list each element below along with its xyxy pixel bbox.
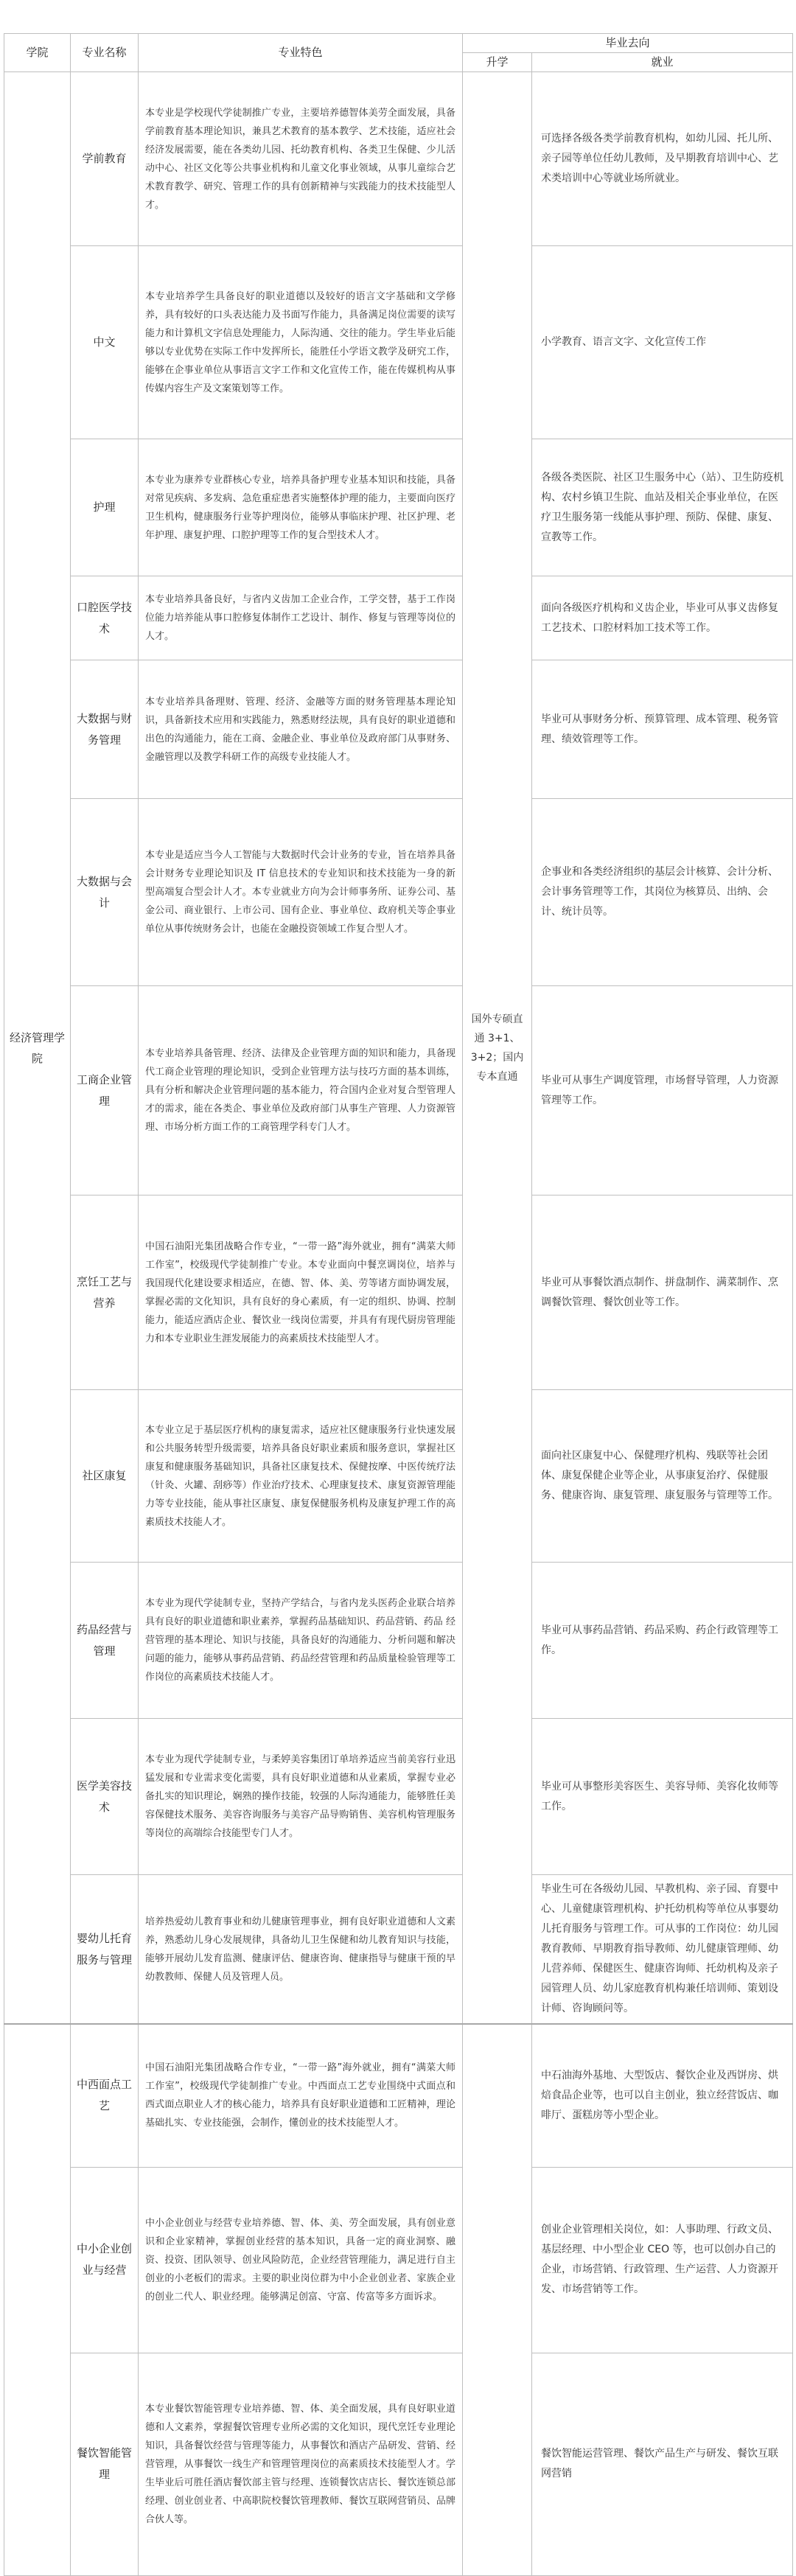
feature-cell: 本专业培养具备管理、经济、法律及企业管理方面的知识和能力，具备现代工商企业管理的理论知识，受到企业管理方法与技巧方面的基本训练，具有分析和解决企业管理问题的基本能力，符合国内企业对复合型管理人才的需求，能在各类企、事业单位及政府部门从事生产管理、人力资源管理、市场分析方面工作的工商管理学科专门人才。 (139, 986, 463, 1195)
table-row (4, 72, 793, 246)
major-cell: 大数据与财务管理 (71, 660, 139, 799)
major-cell: 中文 (71, 246, 139, 439)
major-cell: 学前教育 (71, 72, 139, 246)
table-row (4, 1563, 793, 1719)
employment-cell: 餐饮智能运营管理、餐饮产品生产与研发、餐饮互联网营销 (532, 2353, 793, 2575)
employment-cell: 中石油海外基地、大型饭店、餐饮企业及西饼房、烘焙食品企业等，也可以自主创业，独立经营饭店、咖啡厅、蛋糕房等小型企业。 (532, 2024, 793, 2167)
further-study-cell-blank (463, 2024, 532, 2575)
employment-cell: 创业企业管理相关岗位，如：人事助理、行政文员、基层经理、中小型企业 CEO 等，也可以创办自己的企业，市场营销、行政管理、生产运营、人力资源开发、市场营销等工作。 (532, 2167, 793, 2353)
employment-cell: 企事业和各类经济组织的基层会计核算、会计分析、会计事务管理等工作，其岗位为核算员、出纳、会计、统计员等。 (532, 799, 793, 986)
employment-cell: 可选择各级各类学前教育机构，如幼儿园、托儿所、亲子园等单位任幼儿教师，及早期教育培训中心、艺术类培训中心等就业场所就业。 (532, 72, 793, 246)
feature-cell: 本专业餐饮智能管理专业培养德、智、体、美全面发展，具有良好职业道德和人文素养，掌握餐饮管理专业所必需的文化知识，现代烹饪专业理论知识，具备餐饮经营与管理等能力，从事餐饮和酒店产品研发、营销、经营管理，从事餐饮一线生产和管理管理岗位的高素质技术技能型人才。学生毕业后可胜任酒店餐饮部主管与经理、连锁餐饮店店长、餐饮连锁总部经理、创业创业者、中高职院校餐饮管理教师、餐饮互联网营销员、品牌合伙人等。 (139, 2353, 463, 2575)
feature-cell: 本专业为现代学徒制专业，坚持产学结合，与省内龙头医药企业联合培养具有良好的职业道德和职业素养，掌握药品基础知识、药品营销、药品 经营管理的基本理论、知识与技能，具备良好的沟通能力、分析问题和解决问题的能力，能够从事药品营销、药品经营管理和药品质量检验管理等工作岗位的高素质技术技能人才。 (139, 1563, 463, 1719)
feature-cell: 中小企业创业与经营专业培养德、智、体、美、劳全面发展，具有创业意识和企业家精神，掌握创业经营的基本知识，具备一定的商业洞察、融资、投资、团队领导、创业风险防范，企业经营管理能力，满足进行自主创业的小老板们的需求。主要的职业岗位群为中小企业创业者、家族企业的创业二代人、职业经理。能够满足创富、守富、传富等多方面诉求。 (139, 2167, 463, 2353)
college-cell: 经济管理学院 (4, 72, 71, 2025)
employment-cell: 面向各级医疗机构和义齿企业，毕业可从事义齿修复工艺技术、口腔材料加工技术等工作。 (532, 576, 793, 660)
major-cell: 餐饮智能管理 (71, 2353, 139, 2575)
major-cell: 工商企业管理 (71, 986, 139, 1195)
header-further-study: 升学 (463, 53, 532, 72)
employment-cell: 毕业生可在各级幼儿园、早教机构、亲子园、育婴中心、儿童健康管理机构、护托幼机构等单位从事婴幼儿托育服务与管理工作。可从事的工作岗位：幼儿园教育教师、早期教育指导教师、幼儿健康管理师、幼儿营养师、保健医生、健康咨询师、托幼机构及亲子园管理人员、幼儿家庭教育机构兼任培训师、策划设计师、咨询顾问等。 (532, 1875, 793, 2025)
feature-cell: 中国石油阳光集团战略合作专业，“一带一路”海外就业，拥有“满菜大师工作室”，校级现代学徒制推广专业。本专业面向中餐烹调岗位，培养与我国现代化建设要求相适应，在德、智、体、美、劳等诸方面协调发展，掌握必需的文化知识，具有良好的身心素质，有一定的组织、协调、控制能力，能适应酒店企业、餐饮业一线岗位需要，并具有有现代厨房管理能力和本专业职业生涯发展能力的高素质技术技能型人才。 (139, 1195, 463, 1390)
table-row (4, 2353, 793, 2575)
major-cell: 烹饪工艺与营养 (71, 1195, 139, 1390)
table-row (4, 986, 793, 1195)
header-college: 学院 (4, 34, 71, 72)
feature-cell: 本专业立足于基层医疗机构的康复需求，适应社区健康服务行业快速发展和公共服务转型升级需要，培养具备良好职业素质和服务意识，掌握社区康复和健康服务基础知识，具备社区康复技术、保健按摩、中医传统疗法（针灸、火罐、刮痧等）作业治疗技术、心理康复技术、康复资源管理能力等专业技能，能从事社区康复、康复保健服务机构及康复护理工作的高素质技术技能人才。 (139, 1390, 463, 1563)
table-row (4, 1195, 793, 1390)
employment-cell: 毕业可从事整形美容医生、美容导师、美容化妆师等工作。 (532, 1719, 793, 1875)
feature-cell: 本专业培养具备理财、管理、经济、金融等方面的财务管理基本理论知识，具备新技术应用和实践能力，熟悉财经法规，具有良好的职业道德和出色的沟通能力，能在工商、金融企业、事业单位及政府部门从事财务、金融管理以及教学科研工作的高级专业技能人才。 (139, 660, 463, 799)
employment-cell: 面向社区康复中心、保健理疗机构、残联等社会团体、康复保健企业等企业，从事康复治疗、保健服务、健康咨询、康复管理、康复服务与管理等工作。 (532, 1390, 793, 1563)
feature-cell: 本专业是学校现代学徒制推广专业，主要培养德智体美劳全面发展，具备学前教育基本理论知识，兼具艺术教育的基本教学、艺术技能，适应社会经济发展需要，能在各类幼儿园、托幼教育机构、各类卫生保健、少儿活动中心、社区文化等公共事业机构和儿童文化事业领域，从事儿童综合艺术教育教学、研究、管理工作的具有创新精神与实践能力的技术技能型人才。 (139, 72, 463, 246)
major-cell: 中西面点工艺 (71, 2024, 139, 2167)
table-row (4, 439, 793, 576)
table-row (4, 1875, 793, 2025)
table-row (4, 246, 793, 439)
feature-cell: 本专业为现代学徒制专业，与柔婷美容集团订单培养适应当前美容行业迅猛发展和专业需求变化需要，具有良好职业道德和从业素质，掌握专业必备扎实的知识理论，娴熟的操作技能，较强的人际沟通能力，能够胜任美容保健技术服务、美容咨询服务与美容产品导购销售、美容机构管理服务等岗位的高端综合技能型专门人才。 (139, 1719, 463, 1875)
table-row (4, 1719, 793, 1875)
feature-cell: 本专业培养学生具备良好的职业道德以及较好的语言文字基础和文学修养，具有较好的口头表达能力及书面写作能力，具备满足岗位需要的读写能力和计算机文字信息处理能力，人际沟通、交往的能力。学生毕业后能够以专业优势在实际工作中发挥所长，能胜任小学语文教学及研究工作，能够在企事业单位从事语言文字工作和文化宣传工作，能在传媒机构从事传媒内容生产及文案策划等工作。 (139, 246, 463, 439)
major-cell: 医学美容技术 (71, 1719, 139, 1875)
header-row-1 (4, 34, 793, 53)
header-destination: 毕业去向 (463, 34, 793, 53)
table-row (4, 576, 793, 660)
table-row (4, 1390, 793, 1563)
major-cell: 婴幼儿托育服务与管理 (71, 1875, 139, 2025)
employment-cell: 小学教育、语言文字、文化宣传工作 (532, 246, 793, 439)
feature-cell: 本专业培养具备良好，与省内义齿加工企业合作，工学交替，基于工作岗位能力培养能从事口腔修复体制作工艺设计、制作、修复与管理等岗位的人才。 (139, 576, 463, 660)
table-row (4, 660, 793, 799)
feature-cell: 本专业为康养专业群核心专业，培养具备护理专业基本知识和技能，具备对常见疾病、多发病、急危重症患者实施整体护理的能力，主要面向医疗卫生机构，健康服务行业等护理岗位，能够从事临床护理、社区护理、老年护理、康复护理、口腔护理等工作的复合型技术人才。 (139, 439, 463, 576)
table-row (4, 2167, 793, 2353)
employment-cell: 毕业可从事餐饮酒点制作、拼盘制作、满菜制作、烹调餐饮管理、餐饮创业等工作。 (532, 1195, 793, 1390)
header-employment: 就业 (532, 53, 793, 72)
college-cell-blank (4, 2024, 71, 2575)
employment-cell: 毕业可从事财务分析、预算管理、成本管理、税务管理、绩效管理等工作。 (532, 660, 793, 799)
major-cell: 中小企业创业与经营 (71, 2167, 139, 2353)
feature-cell: 本专业是适应当今人工智能与大数据时代会计业务的专业，旨在培养具备会计财务专业理论知识及 IT 信息技术的专业知识和技术技能为一身的新型高端复合型会计人才。本专业就业方向为会计师事务所、证券公司、基金公司、商业银行、上市公司、国有企业、事业单位、政府机关等企事业单位从事传统财务会计，也能在金融投资领域工作复合型人才。 (139, 799, 463, 986)
major-cell: 护理 (71, 439, 139, 576)
major-cell: 社区康复 (71, 1390, 139, 1563)
major-cell: 药品经营与管理 (71, 1563, 139, 1719)
majors-table (4, 33, 793, 2576)
employment-cell: 毕业可从事药品营销、药品采购、药企行政管理等工作。 (532, 1563, 793, 1719)
feature-cell: 培养热爱幼儿教育事业和幼儿健康管理事业，拥有良好职业道德和人文素养，熟悉幼儿身心发展规律，具备幼儿卫生保健和幼儿教育知识与技能，能够开展幼儿发育监测、健康评估、健康咨询、健康指导与健康干预的早幼教教师、保健人员及管理人员。 (139, 1875, 463, 2025)
further-study-cell: 国外专硕直通 3+1、3+2；国内专本直通 (463, 72, 532, 2025)
feature-cell: 中国石油阳光集团战略合作专业，“一带一路”海外就业，拥有“满菜大师工作室”，校级现代学徒制推广专业。中西面点工艺专业围绕中式面点和西式面点职业人才的核心能力，培养具有良好职业道德和工匠精神，理论基础扎实、专业技能强，会制作，懂创业的技术技能型人才。 (139, 2024, 463, 2167)
header-feature: 专业特色 (139, 34, 463, 72)
header-major: 专业名称 (71, 34, 139, 72)
table-row (4, 799, 793, 986)
employment-cell: 各级各类医院、社区卫生服务中心（站）、卫生防疫机构、农村乡镇卫生院、血站及相关企事业单位，在医疗卫生服务第一线能从事护理、预防、保健、康复、宣教等工作。 (532, 439, 793, 576)
major-cell: 口腔医学技术 (71, 576, 139, 660)
table-row (4, 2024, 793, 2167)
majors-table-container (4, 33, 792, 2576)
employment-cell: 毕业可从事生产调度管理，市场督导管理，人力资源管理等工作。 (532, 986, 793, 1195)
major-cell: 大数据与会计 (71, 799, 139, 986)
